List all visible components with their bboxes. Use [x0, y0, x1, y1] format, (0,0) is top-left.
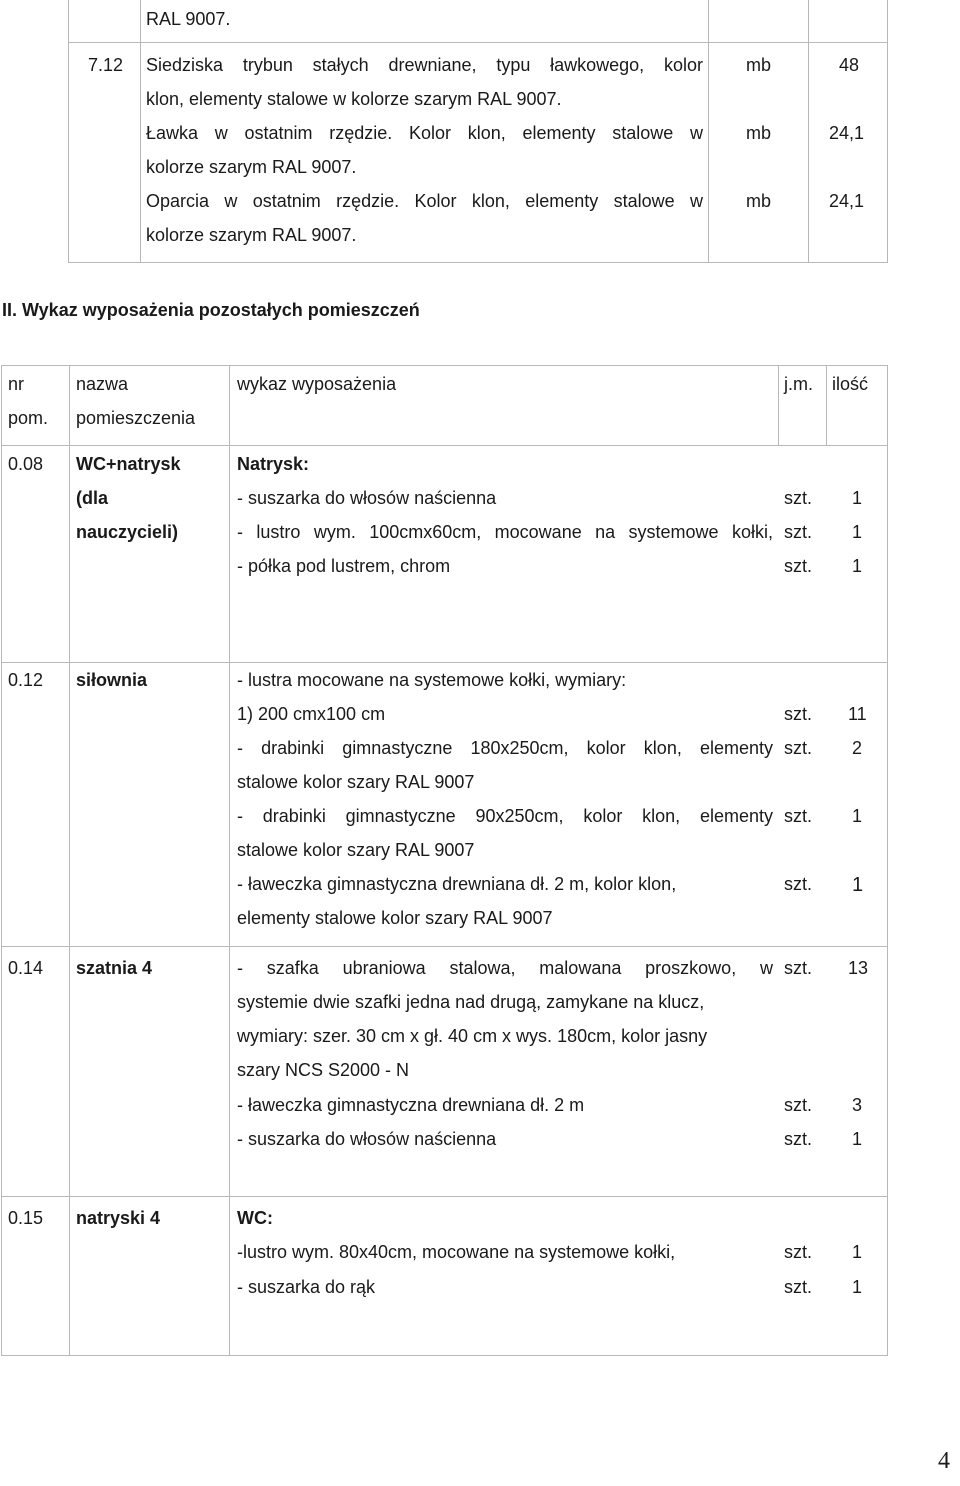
table-border — [826, 365, 827, 446]
table-border — [887, 365, 888, 1356]
item-description: kolorze szarym RAL 9007. — [146, 157, 357, 177]
room-name: (dla — [76, 488, 109, 508]
equipment-item: 1) 200 cmx100 cm — [237, 704, 386, 724]
item-quantity: 24,1 — [829, 191, 865, 211]
room-name: WC+natrysk — [76, 454, 181, 474]
item-description: Oparcia w ostatnim rzędzie. Kolor klon, elementy stalowe w — [146, 191, 703, 211]
unit: szt. — [784, 958, 813, 978]
table-border — [68, 42, 888, 43]
equipment-item: - drabinki gimnastyczne 180x250cm, kolor klon, elementy — [237, 738, 773, 758]
item-unit: mb — [746, 123, 772, 143]
table-border — [1, 365, 2, 1356]
table-border — [69, 365, 70, 1356]
equipment-item: - półka pod lustrem, chrom — [237, 556, 451, 576]
room-number: 0.14 — [8, 958, 44, 978]
unit: szt. — [784, 1095, 813, 1115]
item-unit: mb — [746, 55, 772, 75]
equipment-item: stalowe kolor szary RAL 9007 — [237, 772, 475, 792]
header-nr: nr — [8, 374, 25, 394]
unit: szt. — [784, 738, 813, 758]
header-nazwa: nazwa — [76, 374, 129, 394]
table-border — [1, 1196, 888, 1197]
equipment-item: -lustro wym. 80x40cm, mocowane na systemowe kołki, — [237, 1242, 676, 1262]
equipment-item: - ławeczka gimnastyczna drewniana dł. 2 m — [237, 1095, 585, 1115]
equipment-item: szary NCS S2000 - N — [237, 1060, 410, 1080]
header-nr: pom. — [8, 408, 49, 428]
table-border — [887, 0, 888, 263]
quantity: 11 — [848, 704, 867, 724]
item-description: Siedziska trybun stałych drewniane, typu ławkowego, kolor — [146, 55, 703, 75]
table-border — [778, 365, 779, 446]
room-name: nauczycieli) — [76, 522, 179, 542]
equipment-item: - lustra mocowane na systemowe kołki, wymiary: — [237, 670, 627, 690]
table-border — [68, 262, 888, 263]
unit: szt. — [784, 522, 813, 542]
equipment-heading: Natrysk: — [237, 454, 310, 474]
quantity: 1 — [852, 1242, 863, 1262]
table-border — [68, 0, 69, 263]
equipment-item: - suszarka do rąk — [237, 1277, 376, 1297]
equipment-item: systemie dwie szafki jedna nad drugą, zamykane na klucz, — [237, 992, 705, 1012]
equipment-heading: WC: — [237, 1208, 273, 1228]
item-number: 7.12 — [88, 55, 124, 75]
table-border — [140, 0, 141, 263]
table-border — [808, 0, 809, 263]
room-number: 0.08 — [8, 454, 44, 474]
equipment-item: - suszarka do włosów naścienna — [237, 1129, 497, 1149]
item-quantity: 48 — [839, 55, 860, 75]
table-border — [1, 1355, 888, 1356]
unit: szt. — [784, 556, 813, 576]
unit: szt. — [784, 704, 813, 724]
table-border — [229, 365, 230, 1356]
unit: szt. — [784, 488, 813, 508]
section-heading: II. Wykaz wyposażenia pozostałych pomieszczeń — [2, 300, 420, 320]
quantity: 1 — [852, 806, 863, 826]
quantity: 1 — [852, 522, 863, 542]
room-number: 0.15 — [8, 1208, 44, 1228]
item-quantity: 24,1 — [829, 123, 865, 143]
cell-text: RAL 9007. — [146, 9, 231, 29]
table-border — [1, 445, 888, 446]
quantity: 1 — [852, 1129, 863, 1149]
item-description: kolorze szarym RAL 9007. — [146, 225, 357, 245]
item-description: klon, elementy stalowe w kolorze szarym RAL 9007. — [146, 89, 562, 109]
page-number: 4 — [938, 1448, 950, 1474]
equipment-item: - drabinki gimnastyczne 90x250cm, kolor klon, elementy — [237, 806, 773, 826]
quantity: 3 — [852, 1095, 863, 1115]
room-name: siłownia — [76, 670, 148, 690]
table-border — [1, 946, 888, 947]
equipment-item: elementy stalowe kolor szary RAL 9007 — [237, 908, 553, 928]
unit: szt. — [784, 1277, 813, 1297]
equipment-item: - lustro wym. 100cmx60cm, mocowane na systemowe kołki, — [237, 522, 773, 542]
equipment-item: - ławeczka gimnastyczna drewniana dł. 2 m, kolor klon, — [237, 874, 677, 894]
unit: szt. — [784, 1242, 813, 1262]
room-name: szatnia 4 — [76, 958, 153, 978]
item-description: Ławka w ostatnim rzędzie. Kolor klon, elementy stalowe w — [146, 123, 703, 143]
equipment-item: stalowe kolor szary RAL 9007 — [237, 840, 475, 860]
table-border — [1, 662, 888, 663]
room-number: 0.12 — [8, 670, 44, 690]
item-unit: mb — [746, 191, 772, 211]
quantity: 2 — [852, 738, 863, 758]
table-border — [708, 0, 709, 263]
header-nazwa: pomieszczenia — [76, 408, 196, 428]
quantity: 1 — [852, 488, 863, 508]
unit: szt. — [784, 1129, 813, 1149]
equipment-item: - suszarka do włosów naścienna — [237, 488, 497, 508]
equipment-item: wymiary: szer. 30 cm x gł. 40 cm x wys. 180cm, kolor jasny — [237, 1026, 708, 1046]
quantity: 1 — [852, 556, 863, 576]
header-ilosc: ilość — [832, 374, 869, 394]
room-name: natryski 4 — [76, 1208, 161, 1228]
table-border — [1, 365, 888, 366]
header-jm: j.m. — [784, 374, 813, 394]
quantity: 1 — [852, 1277, 863, 1297]
equipment-item: - szafka ubraniowa stalowa, malowana proszkowo, w — [237, 958, 773, 978]
unit: szt. — [784, 874, 813, 894]
header-wykaz: wykaz wyposażenia — [237, 374, 397, 394]
unit: szt. — [784, 806, 813, 826]
quantity: 13 — [848, 958, 869, 978]
quantity: 1 — [852, 874, 864, 896]
